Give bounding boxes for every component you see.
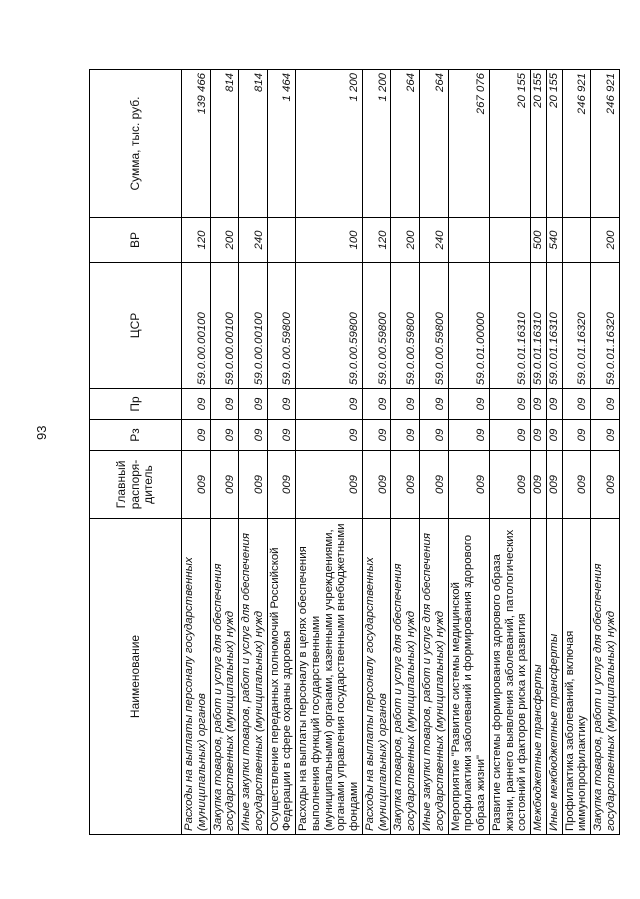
cell-gr: 009 [531, 451, 547, 519]
header-csr: ЦСР [90, 263, 182, 389]
cell-csr: 59.0.00.59800 [391, 263, 420, 389]
table-row [267, 70, 296, 835]
cell-csr: 59.0.00.59800 [267, 263, 296, 389]
cell-csr: 59.0.01.16320 [591, 263, 620, 389]
rotated-table-container [89, 70, 617, 835]
table-row [391, 70, 420, 835]
cell-pr: 09 [182, 389, 211, 420]
cell-rz: 09 [182, 420, 211, 451]
budget-table [89, 69, 620, 835]
cell-pr: 09 [546, 389, 562, 420]
header-pr: Пр [90, 389, 182, 420]
table-row [296, 70, 363, 835]
cell-name: Расходы на выплаты персоналу в целях обеспечения выполнения функций государственными (муниципальными) органами, казенными учреждениями, органами управления государственными внебюджетными фондами [296, 519, 363, 835]
table-body [182, 70, 620, 835]
cell-sum: 246 921 [562, 70, 591, 218]
cell-pr: 09 [489, 389, 530, 420]
cell-rz: 09 [591, 420, 620, 451]
cell-gr: 009 [391, 451, 420, 519]
cell-sum: 814 [239, 70, 268, 218]
cell-sum: 1 200 [362, 70, 391, 218]
cell-pr: 09 [296, 389, 363, 420]
cell-csr: 59.0.00.59800 [362, 263, 391, 389]
cell-gr: 009 [362, 451, 391, 519]
cell-vr: 120 [182, 218, 211, 263]
table-row [591, 70, 620, 835]
cell-name: Осуществление переданных полномочий Российской Федерации в сфере охраны здоровья [267, 519, 296, 835]
cell-name: Расходы на выплаты персоналу государственных (муниципальных) органов [182, 519, 211, 835]
table-row [531, 70, 547, 835]
header-gr: Главный распоря-дитель [90, 451, 182, 519]
cell-vr: 240 [239, 218, 268, 263]
cell-rz: 09 [531, 420, 547, 451]
table-row [420, 70, 449, 835]
cell-name: Развитие системы формирования здорового образа жизни, раннего выявления заболеваний, патологических состояний и факторов риска их развития [489, 519, 530, 835]
cell-csr: 59.0.01.16310 [546, 263, 562, 389]
cell-sum: 264 [391, 70, 420, 218]
header-sum: Сумма, тыс. руб. [90, 70, 182, 218]
cell-name: Межбюджетные трансферты [531, 519, 547, 835]
cell-sum: 267 076 [448, 70, 489, 218]
cell-vr: 500 [531, 218, 547, 263]
table-row [546, 70, 562, 835]
cell-sum: 814 [210, 70, 239, 218]
cell-gr: 009 [562, 451, 591, 519]
cell-csr: 59.0.00.00100 [182, 263, 211, 389]
cell-vr: 100 [296, 218, 363, 263]
cell-name: Закупка товаров, работ и услуг для обеспечения государственных (муниципальных) нужд [391, 519, 420, 835]
cell-name: Профилактика заболеваний, включая иммунопрофилактику [562, 519, 591, 835]
cell-csr: 59.0.01.16320 [562, 263, 591, 389]
header-name: Наименование [90, 519, 182, 835]
cell-rz: 09 [420, 420, 449, 451]
cell-csr: 59.0.00.00100 [239, 263, 268, 389]
table-row [239, 70, 268, 835]
cell-name: Расходы на выплаты персоналу государственных (муниципальных) органов [362, 519, 391, 835]
cell-vr: 200 [591, 218, 620, 263]
cell-sum: 20 155 [531, 70, 547, 218]
table-row [182, 70, 211, 835]
cell-name: Иные закупки товаров, работ и услуг для обеспечения государственных (муниципальных) нужд [420, 519, 449, 835]
header-rz: Рз [90, 420, 182, 451]
cell-sum: 139 466 [182, 70, 211, 218]
cell-pr: 09 [562, 389, 591, 420]
cell-csr: 59.0.01.16310 [489, 263, 530, 389]
cell-gr: 009 [448, 451, 489, 519]
cell-pr: 09 [531, 389, 547, 420]
table-row [489, 70, 530, 835]
cell-vr: 120 [362, 218, 391, 263]
cell-gr: 009 [267, 451, 296, 519]
table-row [562, 70, 591, 835]
cell-vr [562, 218, 591, 263]
table-row [362, 70, 391, 835]
table-header-row [90, 70, 182, 835]
cell-name: Мероприятие "Развитие системы медицинской профилактики заболеваний и формирования здорового образа жизни" [448, 519, 489, 835]
cell-vr [489, 218, 530, 263]
cell-rz: 09 [267, 420, 296, 451]
table-row [448, 70, 489, 835]
cell-pr: 09 [591, 389, 620, 420]
cell-vr [448, 218, 489, 263]
cell-vr: 240 [420, 218, 449, 263]
cell-name: Иные закупки товаров, работ и услуг для обеспечения государственных (муниципальных) нужд [239, 519, 268, 835]
cell-rz: 09 [239, 420, 268, 451]
cell-pr: 09 [267, 389, 296, 420]
cell-csr: 59.0.00.59800 [420, 263, 449, 389]
cell-pr: 09 [362, 389, 391, 420]
cell-gr: 009 [591, 451, 620, 519]
cell-vr: 200 [391, 218, 420, 263]
cell-rz: 09 [296, 420, 363, 451]
cell-gr: 009 [489, 451, 530, 519]
cell-gr: 009 [239, 451, 268, 519]
cell-csr: 59.0.00.59800 [296, 263, 363, 389]
cell-pr: 09 [448, 389, 489, 420]
cell-rz: 09 [362, 420, 391, 451]
cell-rz: 09 [546, 420, 562, 451]
cell-gr: 009 [420, 451, 449, 519]
cell-csr: 59.0.01.16310 [531, 263, 547, 389]
cell-pr: 09 [420, 389, 449, 420]
cell-gr: 009 [546, 451, 562, 519]
cell-pr: 09 [239, 389, 268, 420]
cell-rz: 09 [210, 420, 239, 451]
cell-sum: 264 [420, 70, 449, 218]
cell-gr: 009 [182, 451, 211, 519]
cell-rz: 09 [391, 420, 420, 451]
cell-sum: 246 921 [591, 70, 620, 218]
header-vr: ВР [90, 218, 182, 263]
cell-name: Закупка товаров, работ и услуг для обеспечения государственных (муниципальных) нужд [210, 519, 239, 835]
table-row [210, 70, 239, 835]
cell-vr [267, 218, 296, 263]
cell-sum: 20 155 [489, 70, 530, 218]
cell-pr: 09 [391, 389, 420, 420]
cell-name: Иные межбюджетные трансферты [546, 519, 562, 835]
cell-name: Закупка товаров, работ и услуг для обеспечения государственных (муниципальных) нужд [591, 519, 620, 835]
cell-gr: 009 [210, 451, 239, 519]
cell-sum: 20 155 [546, 70, 562, 218]
cell-vr: 200 [210, 218, 239, 263]
cell-pr: 09 [210, 389, 239, 420]
cell-gr: 009 [296, 451, 363, 519]
cell-rz: 09 [448, 420, 489, 451]
cell-rz: 09 [562, 420, 591, 451]
cell-sum: 1 464 [267, 70, 296, 218]
page-number: 93 [34, 425, 49, 440]
cell-csr: 59.0.01.00000 [448, 263, 489, 389]
cell-rz: 09 [489, 420, 530, 451]
cell-csr: 59.0.00.00100 [210, 263, 239, 389]
cell-sum: 1 200 [296, 70, 363, 218]
cell-vr: 540 [546, 218, 562, 263]
